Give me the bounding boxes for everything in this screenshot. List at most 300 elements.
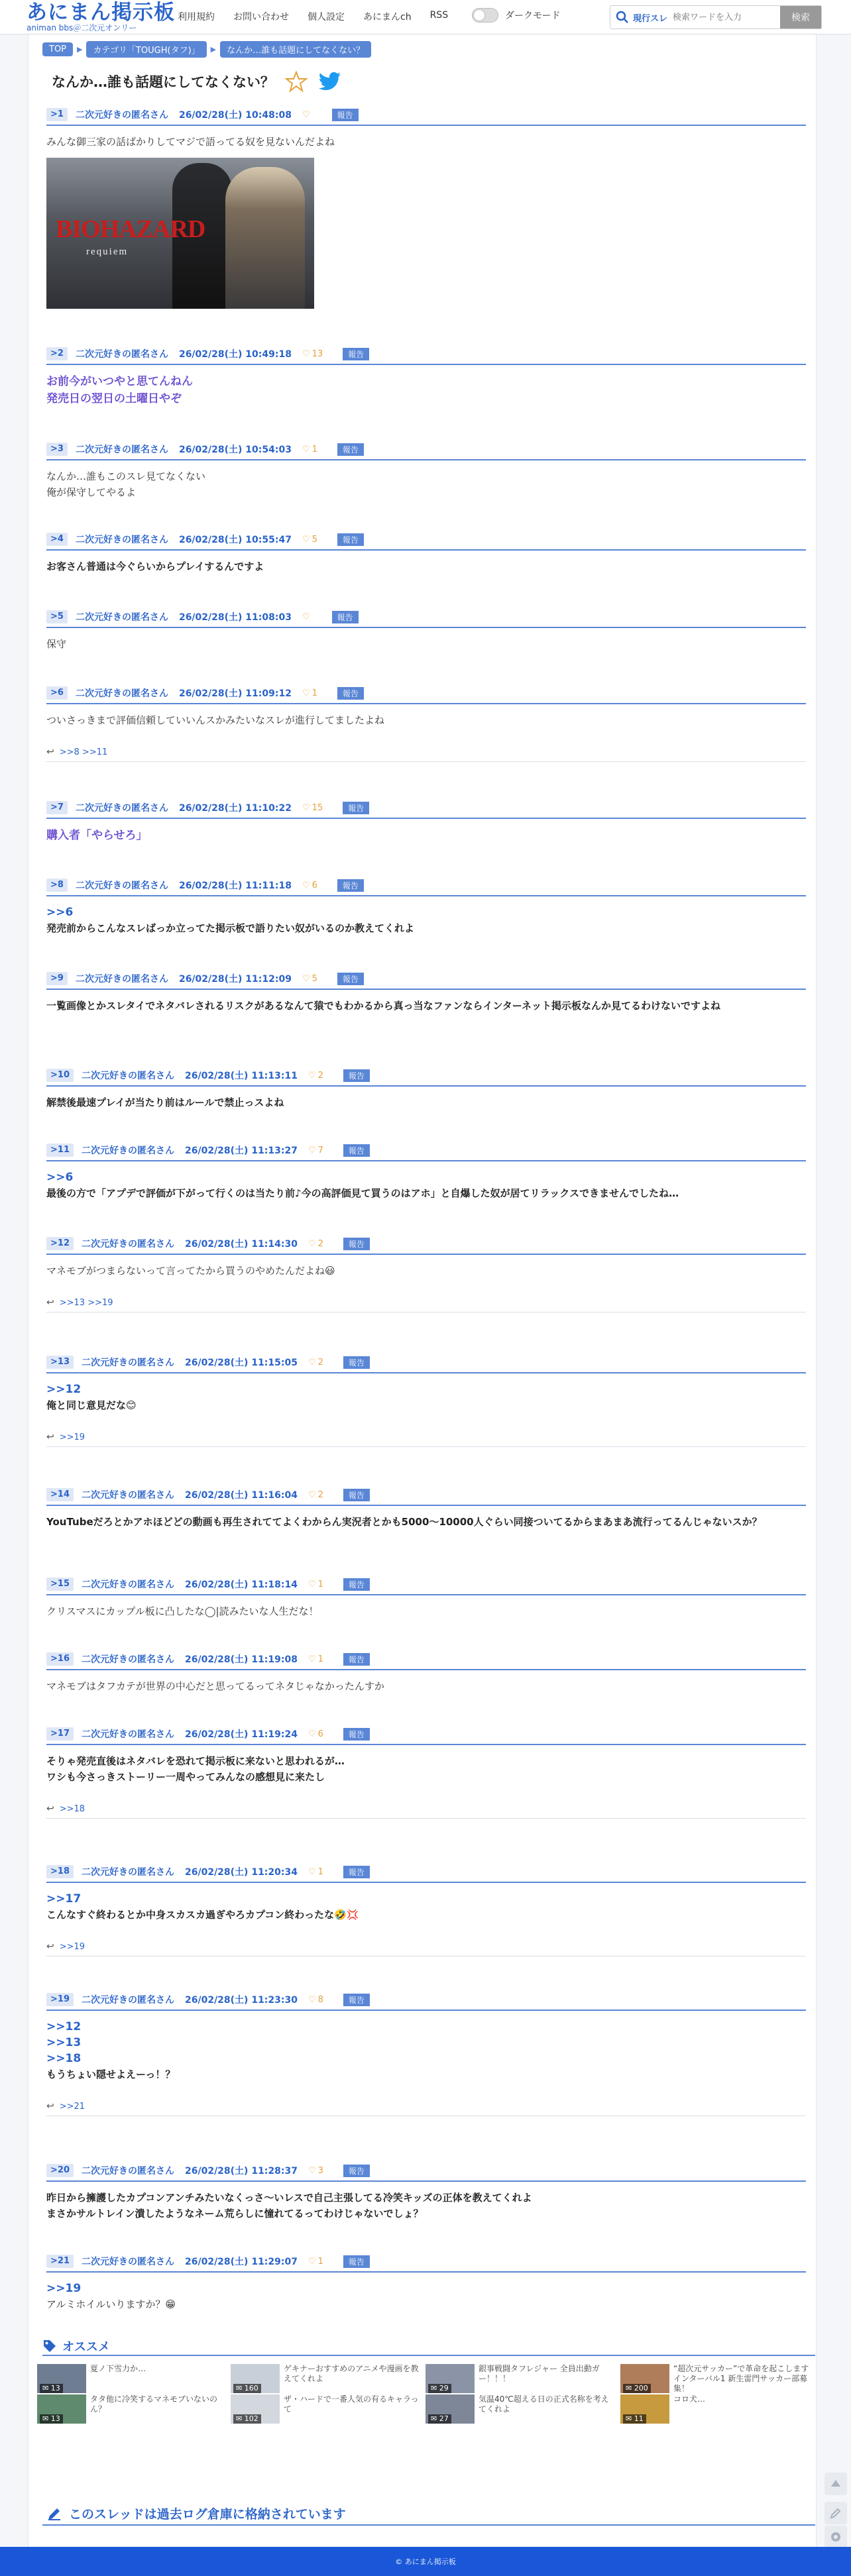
post-header [46,1236,806,1251]
post-header [46,1864,806,1879]
write-post-button[interactable] [824,2502,847,2524]
reply-links [46,747,806,762]
post-divider [46,1594,806,1595]
post-body [46,1603,806,1619]
post-date: 26/02/28(土) 11:14:30 [184,1239,298,1250]
post [46,532,806,574]
reply-anchor-link[interactable]: >>13 [46,2036,82,2049]
reply-anchor-link[interactable]: >>6 [46,1171,74,1184]
recommend-count [40,2414,63,2424]
post-divider [46,1254,806,1255]
poster-name: 二次元好きの匿名さん [81,1146,174,1156]
reply-anchor-link[interactable]: >>19 [46,2282,82,2295]
post-header [46,686,806,700]
comment-icon: ✉ [236,2384,245,2392]
heart-icon: ♡ [308,2256,316,2267]
search-button[interactable]: 検索 [780,6,821,28]
post-date: 26/02/28(土) 11:16:04 [184,1490,298,1501]
like-count: 15 [312,802,323,813]
report-button[interactable]: 報告 [337,533,364,546]
post [46,1143,806,1201]
post-divider [46,459,806,460]
heart-icon: ♡ [308,2165,316,2176]
poster-name: 二次元好きの匿名さん [81,1358,174,1368]
post [46,2163,806,2222]
recommend-count-value: 13 [50,2384,60,2392]
post-text-line: まさかサルトレイン潰したようなネーム荒らしに憧れてるってわけじゃないでしょ？ [46,2208,424,2220]
reply-link[interactable]: >>19 [59,1941,85,1952]
post-number[interactable]: >18 [46,1865,74,1878]
post-body [46,2019,806,2082]
heart-icon: ♡ [302,688,310,698]
poster-name: 二次元好きの匿名さん [75,881,168,891]
report-button[interactable]: 報告 [343,2255,370,2268]
post-divider [46,1160,806,1161]
heart-icon: ♡ [308,1579,316,1589]
recommend-item[interactable] [620,2394,813,2424]
poster-name: 二次元好きの匿名さん [75,445,168,455]
post-divider [46,1744,806,1745]
site-header [0,0,851,34]
reply-anchor-link[interactable]: >>12 [46,1383,82,1396]
post [46,686,806,762]
heart-icon: ♡ [302,444,310,455]
recommend-item[interactable] [426,2394,618,2424]
poster-name: 二次元好きの匿名さん [81,2257,174,2267]
archive-notice-text: このスレッドは過去ログ倉庫に格納されています [69,2507,346,2522]
search-scope[interactable]: 現行スレ [633,13,668,24]
post-number[interactable]: >1 [46,108,68,121]
recommend-title[interactable]: 気温40℃超える日の正式名称を考えてくれよ [479,2394,609,2414]
post-number[interactable]: >15 [46,1578,74,1591]
recommend-count [233,2384,261,2393]
post-date: 26/02/28(土) 11:19:08 [184,1654,298,1665]
post-divider [46,364,806,365]
like-button[interactable] [308,1358,323,1368]
recommend-count-value: 27 [439,2414,449,2423]
nav-contact[interactable]: お問い合わせ [233,12,289,23]
like-count: 2 [317,1238,323,1249]
comment-icon: ✉ [626,2414,634,2423]
report-button[interactable]: 報告 [343,2165,370,2177]
reply-anchor-link[interactable]: >>12 [46,2020,82,2033]
post-body [46,827,806,844]
post-body [46,1678,806,1694]
recommend-item[interactable] [231,2394,423,2424]
reply-arrow-icon: ↩ [46,2101,54,2112]
report-button[interactable]: 報告 [343,1489,370,1501]
post-divider [46,1085,806,1087]
post-text-line: 発売前からこんなスレばっか立ってた掲示板で語りたい奴がいるのか教えてくれよ [46,922,415,934]
poster-name: 二次元好きの匿名さん [75,803,168,814]
report-button[interactable]: 報告 [343,802,369,814]
like-button[interactable] [302,974,317,984]
post-number[interactable]: >2 [46,347,68,360]
top-nav [178,10,467,23]
like-count: 5 [312,534,317,545]
recommend-item[interactable] [426,2364,618,2393]
recommend-item[interactable] [620,2364,813,2393]
comment-icon: ✉ [42,2384,51,2392]
heart-icon: ♡ [308,1994,316,2005]
post [46,800,806,844]
heart-icon: ♡ [308,1729,316,1739]
image-logo-text: BIOHAZARD [56,215,205,243]
report-button[interactable]: 報告 [337,443,364,456]
pencil-icon [829,2506,842,2520]
post-body [46,1095,806,1110]
post-text-line: アルミホイルいりますか？😁 [46,2298,176,2310]
post [46,1068,806,1110]
post-text-line: マネモブがつまらないって言ってたから買うのやめたんだよね😃 [46,1265,335,1277]
reply-arrow-icon: ↩ [46,1803,54,1814]
recommend-title[interactable]: ザ・ハードで一番人気の有るキャラって [284,2394,419,2414]
post-number[interactable]: >10 [46,1069,74,1082]
post-header [46,1652,806,1666]
report-button[interactable]: 報告 [343,1238,370,1250]
like-button[interactable] [308,1146,323,1155]
post-number[interactable]: >11 [46,1144,74,1157]
post-text-line: こんなすぐ終わるとか中身スカスカ過ぎやろカプコン終わったな🤣💢 [46,1909,359,1921]
twitter-share-icon[interactable] [318,72,342,91]
recommend-count-value: 11 [634,2414,644,2423]
post-body [46,904,806,936]
like-button[interactable] [302,445,317,455]
report-button[interactable]: 報告 [343,1994,370,2006]
post-number[interactable]: >14 [46,1488,74,1501]
recommend-heading [42,2337,110,2355]
like-button[interactable] [302,688,317,698]
heart-icon: ♡ [302,973,310,984]
reply-link[interactable]: >>18 [59,1803,85,1814]
post-number[interactable]: >13 [46,1356,74,1369]
post-text-line: 昨日から擁護したカプコンアンチみたいなくっさ〜いレスで自己主張してる冷笑キッズの正体を教えてくれよ [46,2192,532,2204]
like-button[interactable] [308,1490,323,1500]
favorite-star-icon[interactable] [285,70,308,93]
recommend-count-value: 13 [50,2414,60,2423]
search-box [610,5,822,29]
reply-arrow-icon: ↩ [46,1297,54,1308]
post-text-line: ついさっきまで評価信頼していいんスかみたいなスレが進行してましたよね [46,714,385,726]
dark-mode-toggle[interactable] [472,8,498,23]
post-date: 26/02/28(土) 10:49:18 [178,349,292,360]
recommend-title: オススメ [62,2340,110,2354]
scroll-top-button[interactable] [824,2473,847,2495]
post-number[interactable]: >20 [46,2164,74,2177]
tag-icon [42,2339,57,2353]
post-body [46,1514,806,1530]
post-header [46,347,806,361]
poster-name: 二次元好きの匿名さん [81,1490,174,1501]
reply-link[interactable]: >>8 >>11 [59,747,108,757]
post-date: 26/02/28(土) 11:19:24 [184,1729,298,1740]
post [46,107,806,309]
report-button[interactable]: 報告 [337,687,364,700]
comment-icon: ✉ [431,2384,439,2392]
nav-terms[interactable]: 利用規約 [178,12,215,23]
post [46,1355,806,1447]
poster-name: 二次元好きの匿名さん [81,1654,174,1665]
post-date: 26/02/28(土) 11:13:27 [184,1146,298,1156]
post-body [46,1381,806,1413]
post-text-line: もうちょい隠せよえーっ！？ [46,2068,176,2080]
post-divider [46,1505,806,1506]
post-number[interactable]: >21 [46,2255,74,2268]
recommend-count [233,2414,261,2424]
post-body [46,1891,806,1923]
post-number[interactable]: >17 [46,1727,74,1741]
like-count: 2 [317,1357,323,1368]
nav-settings[interactable]: 個人設定 [308,12,345,23]
post-divider [46,989,806,990]
post-text-line: 俺と同じ意見だな😊 [46,1399,137,1411]
search-input[interactable] [673,13,772,23]
footer-copyright: © あにまん掲示板 [395,2557,456,2566]
reply-link[interactable]: >>13 >>19 [59,1297,113,1308]
post-text-line: 購入者「やらせろ」 [46,829,148,842]
post-date: 26/02/28(土) 11:12:09 [178,974,292,985]
recommend-count [428,2414,451,2424]
post-text-line: お客さん普通は今ぐらいからプレイするんですよ [46,561,264,572]
settings-button[interactable] [824,2526,847,2548]
breadcrumb-category[interactable]: カテゴリ「TOUGH(タフ)」 [86,41,206,58]
post-date: 26/02/28(土) 11:15:05 [184,1358,298,1368]
post-date: 26/02/28(土) 11:28:37 [184,2166,298,2176]
post-divider [46,125,806,126]
thread-title-row [52,70,342,93]
like-button[interactable] [308,2166,323,2176]
recommend-count [623,2384,651,2393]
reply-anchor-link[interactable]: >>18 [46,2052,82,2065]
reply-links [46,1803,806,1819]
post-date: 26/02/28(土) 10:54:03 [178,445,292,455]
post-number[interactable]: >16 [46,1652,74,1666]
nav-animanch[interactable]: あにまんch [363,12,412,23]
pencil-icon [46,2506,62,2522]
breadcrumb-arrow-icon: ▶ [210,45,217,54]
recommend-title[interactable]: 銀事戦闘タフレジャー 全員出動ガー！！！ [479,2364,600,2383]
recommend-title[interactable]: コロ犬… [673,2394,706,2404]
post [46,610,806,652]
nav-rss[interactable]: RSS [429,10,449,21]
breadcrumb-top[interactable]: TOP [42,42,73,56]
recommend-divider [42,2355,815,2356]
like-button[interactable] [302,349,323,359]
post-number[interactable]: >8 [46,879,68,892]
report-button[interactable]: 報告 [343,1144,370,1157]
poster-name: 二次元好きの匿名さん [75,349,168,360]
post-date: 26/02/28(土) 11:09:12 [178,688,292,699]
reply-arrow-icon: ↩ [46,1941,54,1952]
like-count: 1 [317,1654,323,1664]
post [46,1236,806,1313]
image-sub-text: requiem [86,246,129,257]
post-header [46,1143,806,1157]
like-count: 1 [312,444,317,455]
post-text-line: みんな御三家の話ばかりしてマジで語ってる奴を見ないんだよね [46,136,335,148]
breadcrumb-thread[interactable]: なんか…誰も話題にしてなくない？ [220,41,371,58]
post-divider [46,818,806,819]
heart-icon: ♡ [302,349,310,359]
post-text-line: 解禁後最速プレイが当たり前はルールで禁止っスよね [46,1097,284,1108]
post-header [46,800,806,815]
reply-links [46,1432,806,1447]
post-divider [46,1669,806,1670]
report-button[interactable]: 報告 [343,1356,370,1369]
report-button[interactable]: 報告 [343,348,369,360]
recommend-count [40,2384,63,2393]
post-header [46,610,806,624]
post-body [46,998,806,1014]
post-text-line: なんか…誰もこのスレ見てなくない [46,470,206,482]
recommend-title[interactable]: “超次元サッカー”で革命を起こしますインターバル1 新生雷門サッカー部募集！ [673,2364,809,2393]
site-logo[interactable] [27,1,175,32]
post-number[interactable]: >5 [46,610,68,623]
reply-anchor-link[interactable]: >>6 [46,906,74,919]
heart-icon: ♡ [308,1866,316,1877]
like-button[interactable] [308,1729,323,1739]
post-body [46,2190,806,2222]
poster-name: 二次元好きの匿名さん [81,1867,174,1878]
recommend-item[interactable] [37,2394,229,2424]
like-button[interactable] [308,1239,323,1249]
post-number[interactable]: >9 [46,972,68,985]
heart-icon: ♡ [308,1489,316,1500]
post-date: 26/02/28(土) 11:18:14 [184,1580,298,1590]
like-button[interactable] [308,1995,323,2005]
recommend-count-value: 200 [634,2384,648,2392]
poster-name: 二次元好きの匿名さん [75,612,168,623]
poster-name: 二次元好きの匿名さん [81,1995,174,2006]
heart-icon: ♡ [302,612,310,622]
post-date: 26/02/28(土) 11:29:07 [184,2257,298,2267]
poster-name: 二次元好きの匿名さん [75,688,168,699]
post [46,2254,806,2312]
reply-links [46,2101,806,2116]
report-button[interactable]: 報告 [343,1578,370,1591]
like-button[interactable] [302,110,312,120]
reply-arrow-icon: ↩ [46,1432,54,1442]
post-body [46,134,806,150]
like-count: 6 [312,880,317,890]
reply-link[interactable]: >>21 [59,2101,85,2112]
like-count: 5 [312,973,317,984]
poster-name: 二次元好きの匿名さん [81,2166,174,2176]
post-header [46,1577,806,1591]
post [46,971,806,1014]
post-divider [46,895,806,896]
post-text-line: 俺が保守してやるよ [46,486,137,498]
reply-link[interactable]: >>19 [59,1432,85,1442]
reply-arrow-icon: ↩ [46,747,54,757]
report-button[interactable]: 報告 [343,1653,370,1666]
heart-icon: ♡ [308,1238,316,1249]
like-count: 1 [317,1579,323,1589]
comment-icon: ✉ [626,2384,634,2392]
post-text-line: 発売日の翌日の土曜日やぞ [46,392,182,405]
like-button[interactable] [302,803,323,813]
post-number[interactable]: >12 [46,1237,74,1250]
post [46,1727,806,1819]
reply-anchor-link[interactable]: >>17 [46,1892,82,1905]
report-button[interactable]: 報告 [337,879,364,892]
post-divider [46,1372,806,1373]
like-count: 6 [317,1729,323,1739]
post-text-line: 一覧画像とかスレタイでネタバレされるリスクがあるなんて猿でもわかるから真っ当なファンならインターネット掲示板なんか見てるわけないですよね [46,1000,721,1012]
post-divider [46,1882,806,1883]
post-number[interactable]: >4 [46,533,68,546]
post-text-line: ワシも今さっきストーリー一周やってみんなの感想見に来たし [46,1771,325,1783]
post-header [46,442,806,456]
comment-icon: ✉ [42,2414,51,2423]
poster-name: 二次元好きの匿名さん [81,1580,174,1590]
post-number[interactable]: >7 [46,801,68,814]
recommend-count-value: 160 [244,2384,258,2392]
like-button[interactable] [308,1071,323,1081]
post-date: 26/02/28(土) 11:11:18 [178,881,292,891]
heart-icon: ♡ [302,534,310,545]
recommend-count [428,2384,451,2393]
report-button[interactable]: 報告 [343,1069,370,1082]
post-divider [46,549,806,551]
like-button[interactable] [302,881,317,890]
like-button[interactable] [302,535,317,545]
like-count: 8 [317,1994,323,2005]
like-button[interactable] [308,1867,323,1877]
report-button[interactable]: 報告 [343,1728,370,1741]
heart-icon: ♡ [308,1145,316,1155]
poster-name: 二次元好きの匿名さん [75,110,168,121]
report-button[interactable]: 報告 [332,611,359,623]
like-button[interactable] [308,1580,323,1589]
like-button[interactable] [308,2257,323,2267]
recommend-title[interactable]: 夏ノ下雪力か… [90,2364,146,2373]
like-count: 1 [317,2256,323,2267]
recommend-item[interactable] [231,2364,423,2393]
poster-name: 二次元好きの匿名さん [81,1071,174,1081]
post-image[interactable] [46,158,314,309]
report-button[interactable]: 報告 [343,1866,370,1878]
dark-mode-switch[interactable] [472,8,560,23]
post-date: 26/02/28(土) 10:55:47 [178,535,292,545]
post [46,442,806,500]
report-button[interactable]: 報告 [332,109,359,121]
gear-icon [829,2530,842,2544]
recommend-item[interactable] [37,2364,229,2393]
like-button[interactable] [308,1654,323,1664]
recommend-title[interactable]: ゲキナーおすすめのアニメや漫画を教えてくれよ [284,2364,419,2383]
heart-icon: ♡ [302,880,310,890]
report-button[interactable]: 報告 [337,973,364,985]
post-date: 26/02/28(土) 11:23:30 [184,1995,298,2006]
post-body [46,1753,806,1785]
post-date: 26/02/28(土) 11:20:34 [184,1867,298,1878]
post-text-line: お前今がいつやと思てんねん [46,375,193,388]
like-button[interactable] [302,612,312,622]
recommend-count-value: 102 [244,2414,258,2423]
logo-title[interactable]: あにまん掲示板 [27,1,175,25]
post-number[interactable]: >19 [46,1993,74,2006]
recommend-title[interactable]: タタ他に冷笑するマネモブいないのん？ [90,2394,218,2414]
post-header [46,1992,806,2007]
post-number[interactable]: >3 [46,443,68,456]
post-header [46,1068,806,1083]
archive-notice [46,2504,346,2522]
post-date: 26/02/28(土) 10:48:08 [178,110,292,121]
post-number[interactable]: >6 [46,686,68,700]
breadcrumb [42,41,371,58]
like-count: 1 [317,1866,323,1877]
